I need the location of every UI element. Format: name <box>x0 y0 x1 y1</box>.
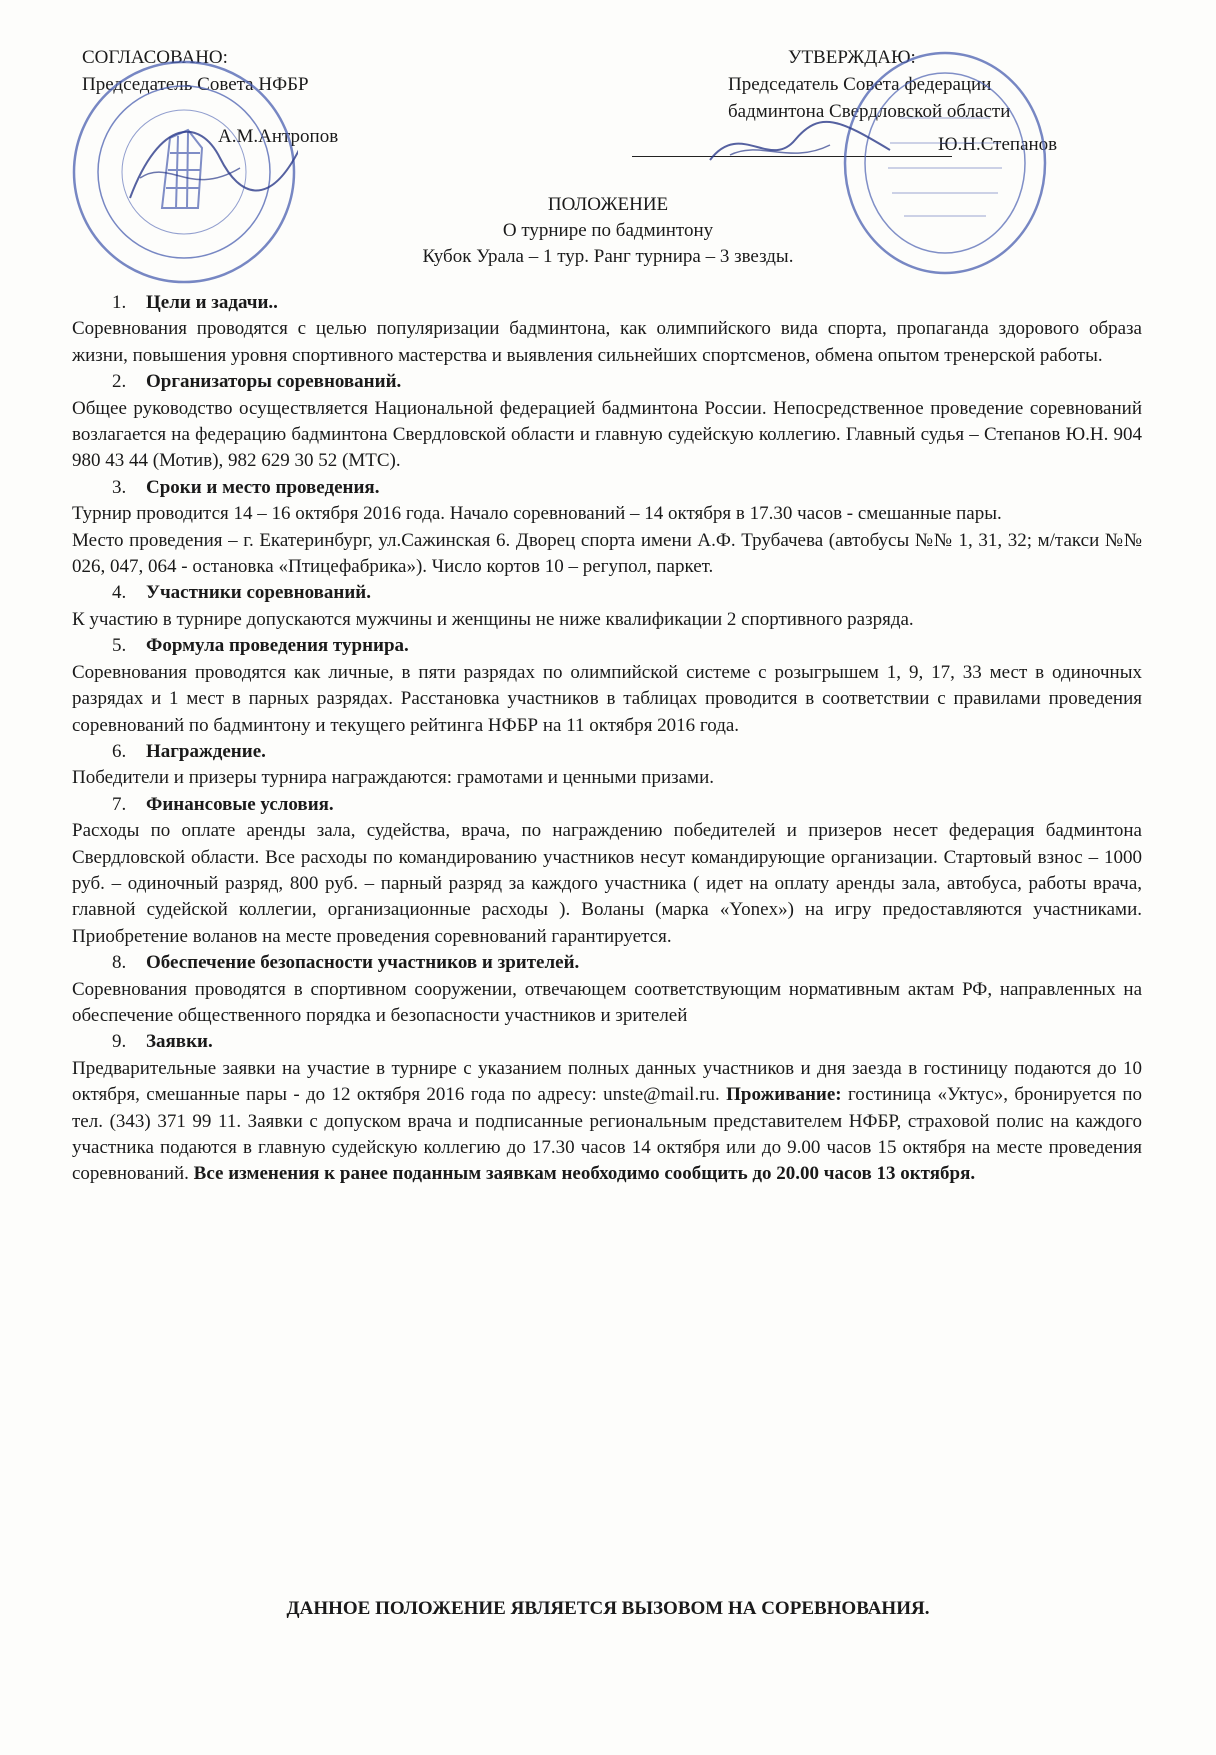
section-text-3-venue: Место проведения – г. Екатеринбург, ул.Сажинская 6. Дворец спорта имени А.Ф. Трубачева (автобусы №№ 1, 31, 32; м/такси №№ 026, 047, 064 - остановка «Птицефабрика»). Число кортов 10 – регупол, паркет. <box>72 529 1142 578</box>
title-line2: О турнире по бадминтону <box>502 220 714 241</box>
section-text-9: Предварительные заявки на участие в турнире с указанием полных данных участников и дня заезда в гостиницу подаются до 10 октября, смешанные пары - до 12 октября 2016 года по адресу: unste@mail.ru. Проживание: гостиница «Уктус», бронируется по тел. (343) 371 99 11. Заявки с допуском врача и подписанные региональным представителем НФБР, страховой полис на каждого участника подаются в главную судейскую коллегию до 17.30 часов 14 октября или до 9.00 часов 15 октября на месте проведения соревнований. Все изменения к ранее поданным заявкам необходимо сообщить до 20.00 часов 13 октября. <box>72 1057 1142 1185</box>
approve-position-2: бадминтона Свердловской области <box>728 101 1011 122</box>
section-text-7: Расходы по оплате аренды зала, судейства, врача, по награждению победителей и призеров несет федерация бадминтона Свердловской области. Все расходы по командированию участников несут командирующие организации. Стартовый взнос – 1000 руб. – одиночный разряд, 800 руб. – парный разряд за каждого участника ( идет на оплату аренды зала, автобуса, работы врача, главной судейской коллегии, организационные расходы ). Воланы (марка «Yonex») на игру предоставляются участниками. Приобретение воланов на месте проведения соревнований гарантируется. <box>72 820 1142 947</box>
title-line3: Кубок Урала – 1 тур. Ранг турнира – 3 звезды. <box>422 246 794 267</box>
section-text-6: Победители и призеры турнира награждаются: грамотами и ценными призами. <box>72 767 714 789</box>
approver-signature <box>700 110 900 180</box>
section-heading-9: 9. Заявки. <box>112 1031 213 1053</box>
section-text-8: Соревнования проводятся в спортивном сооружении, отвечающем соответствующим нормативным актам РФ, направленных на обеспечение общественного порядка и безопасности участников и зрителей <box>72 978 1142 1026</box>
section-text-2: Общее руководство осуществляется Национальной федерацией бадминтона России. Непосредственное проведение соревнований возлагается на федерацию бадминтона Свердловской области и главную судейскую коллегию. Главный судья – Степанов Ю.Н. 904 980 43 44 (Мотив), 982 629 30 52 (МТС). <box>72 397 1142 472</box>
approve-label: УТВЕРЖДАЮ: <box>788 47 916 68</box>
section-heading-5: 5. Формула проведения турнира. <box>112 635 409 657</box>
section-heading-6: 6. Награждение. <box>112 740 266 762</box>
document-title <box>0 192 1216 270</box>
section-heading-4: 4. Участники соревнований. <box>112 582 371 604</box>
title-main: ПОЛОЖЕНИЕ <box>547 194 669 215</box>
footer-call: ДАННОЕ ПОЛОЖЕНИЕ ЯВЛЯЕТСЯ ВЫЗОВОМ НА СОРЕВНОВАНИЯ. <box>286 1598 930 1619</box>
section-heading-2: 2. Организаторы соревнований. <box>112 371 402 393</box>
approve-position-1: Председатель Совета федерации <box>728 74 992 95</box>
document-body <box>72 290 1142 1188</box>
agreed-position: Председатель Совета НФБР <box>82 74 309 95</box>
section-text-3: Турнир проводится 14 – 16 октября 2016 года. Начало соревнований – 14 октября в 17.30 часов - смешанные пары. <box>72 503 1002 525</box>
section-heading-7: 7. Финансовые условия. <box>112 793 334 815</box>
section-heading-8: 8. Обеспечение безопасности участников и зрителей. <box>112 952 580 974</box>
approve-name: Ю.Н.Степанов <box>938 134 1058 155</box>
agreed-label: СОГЛАСОВАНО: <box>82 47 228 68</box>
section-text-5: Соревнования проводятся как личные, в пяти разрядах по олимпийской системе с розыгрышем 1, 9, 17, 33 мест в одиночных разрядах и 1 мест в парных разрядах. Расстановка участников в таблицах проводится в соответствии с правилами проведения соревнований по бадминтону и текущего рейтинга НФБР на 11 октября 2016 года. <box>72 661 1142 736</box>
section-text-4: К участию в турнире допускаются мужчины и женщины не ниже квалификации 2 спортивного разряда. <box>72 608 914 630</box>
agreed-name: А.М.Антропов <box>218 126 339 147</box>
section-heading-3: 3. Сроки и место проведения. <box>112 476 380 498</box>
section-heading-1: 1. Цели и задачи.. <box>112 292 278 313</box>
section-text-1: Соревнования проводятся с целью популяризации бадминтона, как олимпийского вида спорта, пропаганда здорового образа жизни, повышения уровня спортивного мастерства и выявления сильнейших спортсменов, обмена опытом тренерской работы. <box>72 318 1142 366</box>
